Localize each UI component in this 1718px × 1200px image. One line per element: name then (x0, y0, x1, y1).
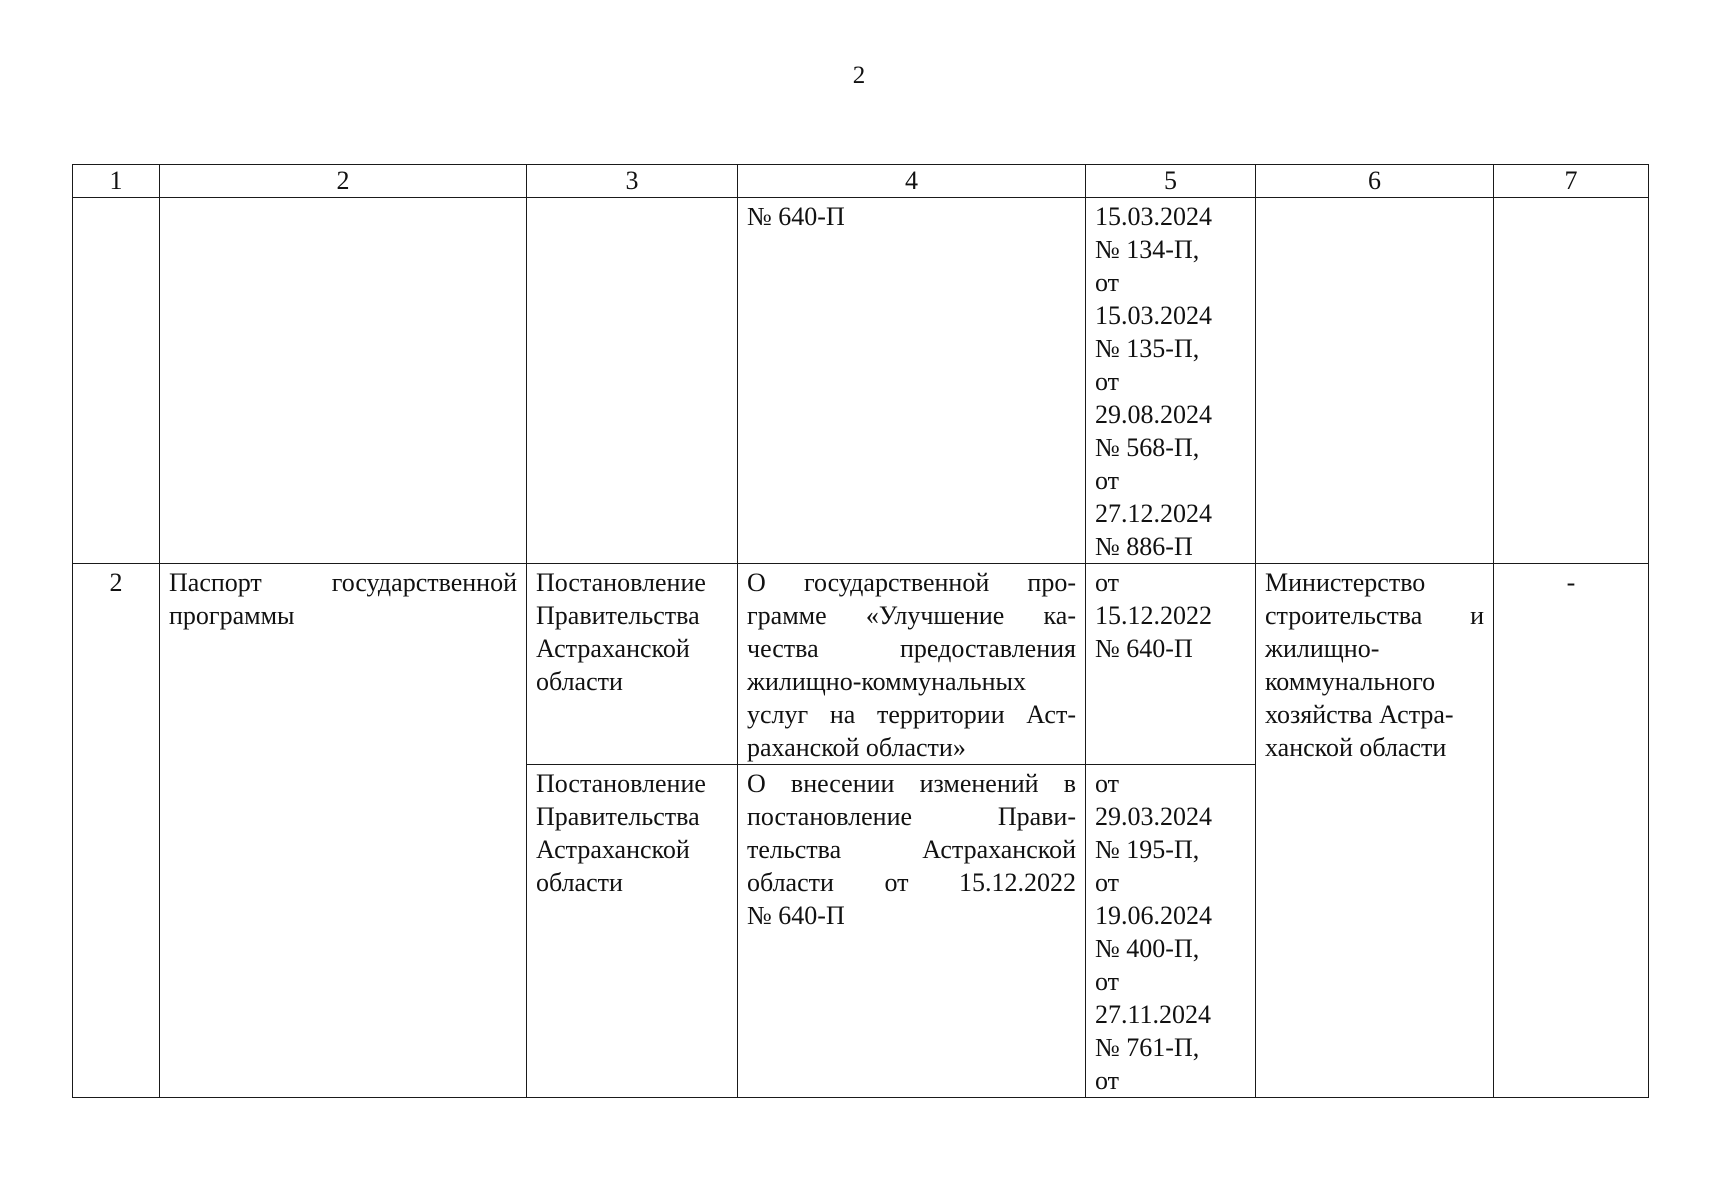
executor-line: жилищно- (1265, 634, 1380, 663)
header-cell-4: 4 (738, 165, 1086, 198)
header-cell-7: 7 (1494, 165, 1649, 198)
act-2-date-line: № 195-П, (1095, 835, 1200, 864)
act-2-date-line: 27.11.2024 (1095, 1000, 1212, 1029)
header-row (73, 165, 1649, 198)
header-cell-2: 2 (160, 165, 527, 198)
executor-line: строительства и (1265, 601, 1484, 630)
row-note-cell: - (1494, 564, 1649, 1098)
executor-line: хозяйства Астра- (1265, 700, 1454, 729)
act-2-type-line: Астраханской (536, 835, 690, 864)
act-2-type-line: Постановление (536, 769, 706, 798)
cont-date-line: 15.03.2024 (1095, 301, 1212, 330)
act-2-date-line: 29.03.2024 (1095, 802, 1212, 831)
act-2-title-line: № 640-П (747, 901, 845, 930)
executor-line: Министерство (1265, 568, 1426, 597)
cont-date-line: от (1095, 466, 1120, 495)
table-row-2-act-1 (73, 564, 1649, 765)
act-2-date-line: 19.06.2024 (1095, 901, 1212, 930)
act-2-type-cell (527, 765, 738, 1098)
cont-date-line: 15.03.2024 (1095, 202, 1212, 231)
cont-date-line: № 134-П, (1095, 235, 1200, 264)
act-1-type-line: области (536, 667, 623, 696)
cont-date-line: № 135-П, (1095, 334, 1200, 363)
row-name-line: Паспорт государственной (169, 568, 517, 597)
cont-cell-act-title (738, 198, 1086, 564)
cont-date-line: № 568-П, (1095, 433, 1200, 462)
header-cell-5: 5 (1086, 165, 1256, 198)
cont-cell-act-type (527, 198, 738, 564)
act-1-date-line: 15.12.2022 (1095, 601, 1212, 630)
act-1-title-cell (738, 564, 1086, 765)
act-2-title-line: тельства Астраханской (747, 835, 1076, 864)
act-2-date-line: от (1095, 967, 1120, 996)
row-name-line: программы (169, 601, 295, 630)
row-executor-cell (1256, 564, 1494, 1098)
page-number: 2 (852, 62, 866, 89)
act-2-title-line: О внесении изменений в (747, 769, 1076, 798)
cont-cell-number (73, 198, 160, 564)
cont-date-line: 29.08.2024 (1095, 400, 1212, 429)
act-1-date-cell (1086, 564, 1256, 765)
cont-date-line: от (1095, 367, 1120, 396)
act-2-title-line: области от 15.12.2022 (747, 868, 1076, 897)
act-1-title-line: раханской области» (747, 733, 966, 762)
act-1-title-line: грамме «Улучшение ка- (747, 601, 1076, 630)
cont-date-line: 27.12.2024 (1095, 499, 1212, 528)
act-1-type-line: Правительства (536, 601, 700, 630)
act-2-date-cell (1086, 765, 1256, 1098)
act-1-date-line: № 640-П (1095, 634, 1193, 663)
act-2-date-line: от (1095, 868, 1120, 897)
act-2-type-line: области (536, 868, 623, 897)
header-cell-6: 6 (1256, 165, 1494, 198)
act-1-type-line: Астраханской (536, 634, 690, 663)
cont-date-line: от (1095, 268, 1120, 297)
act-1-title-line: жилищно-коммунальных (747, 667, 1026, 696)
header-cell-3: 3 (527, 165, 738, 198)
cont-cell-executor (1256, 198, 1494, 564)
document-table (72, 164, 1649, 1098)
act-1-title-line: услуг на территории Аст- (747, 700, 1076, 729)
cont-act-title-line: № 640-П (747, 202, 845, 231)
act-2-date-line: от (1095, 1066, 1120, 1095)
act-2-date-line: от (1095, 769, 1120, 798)
executor-line: коммунального (1265, 667, 1436, 696)
header-cell-1: 1 (73, 165, 160, 198)
continuation-row (73, 198, 1649, 564)
act-1-type-line: Постановление (536, 568, 706, 597)
row-number-cell: 2 (73, 564, 160, 1098)
act-2-date-line: № 400-П, (1095, 934, 1200, 963)
row-name-cell (160, 564, 527, 1098)
act-1-type-cell (527, 564, 738, 765)
act-2-title-line: постановление Прави- (747, 802, 1076, 831)
act-1-date-line: от (1095, 568, 1120, 597)
cont-cell-act-dates (1086, 198, 1256, 564)
act-2-title-cell (738, 765, 1086, 1098)
act-1-title-line: чества предоставления (747, 634, 1076, 663)
cont-cell-name (160, 198, 527, 564)
cont-cell-note (1494, 198, 1649, 564)
cont-date-line: № 886-П (1095, 532, 1193, 561)
act-2-date-line: № 761-П, (1095, 1033, 1200, 1062)
executor-line: ханской области (1265, 733, 1447, 762)
act-1-title-line: О государственной про- (747, 568, 1076, 597)
act-2-type-line: Правительства (536, 802, 700, 831)
